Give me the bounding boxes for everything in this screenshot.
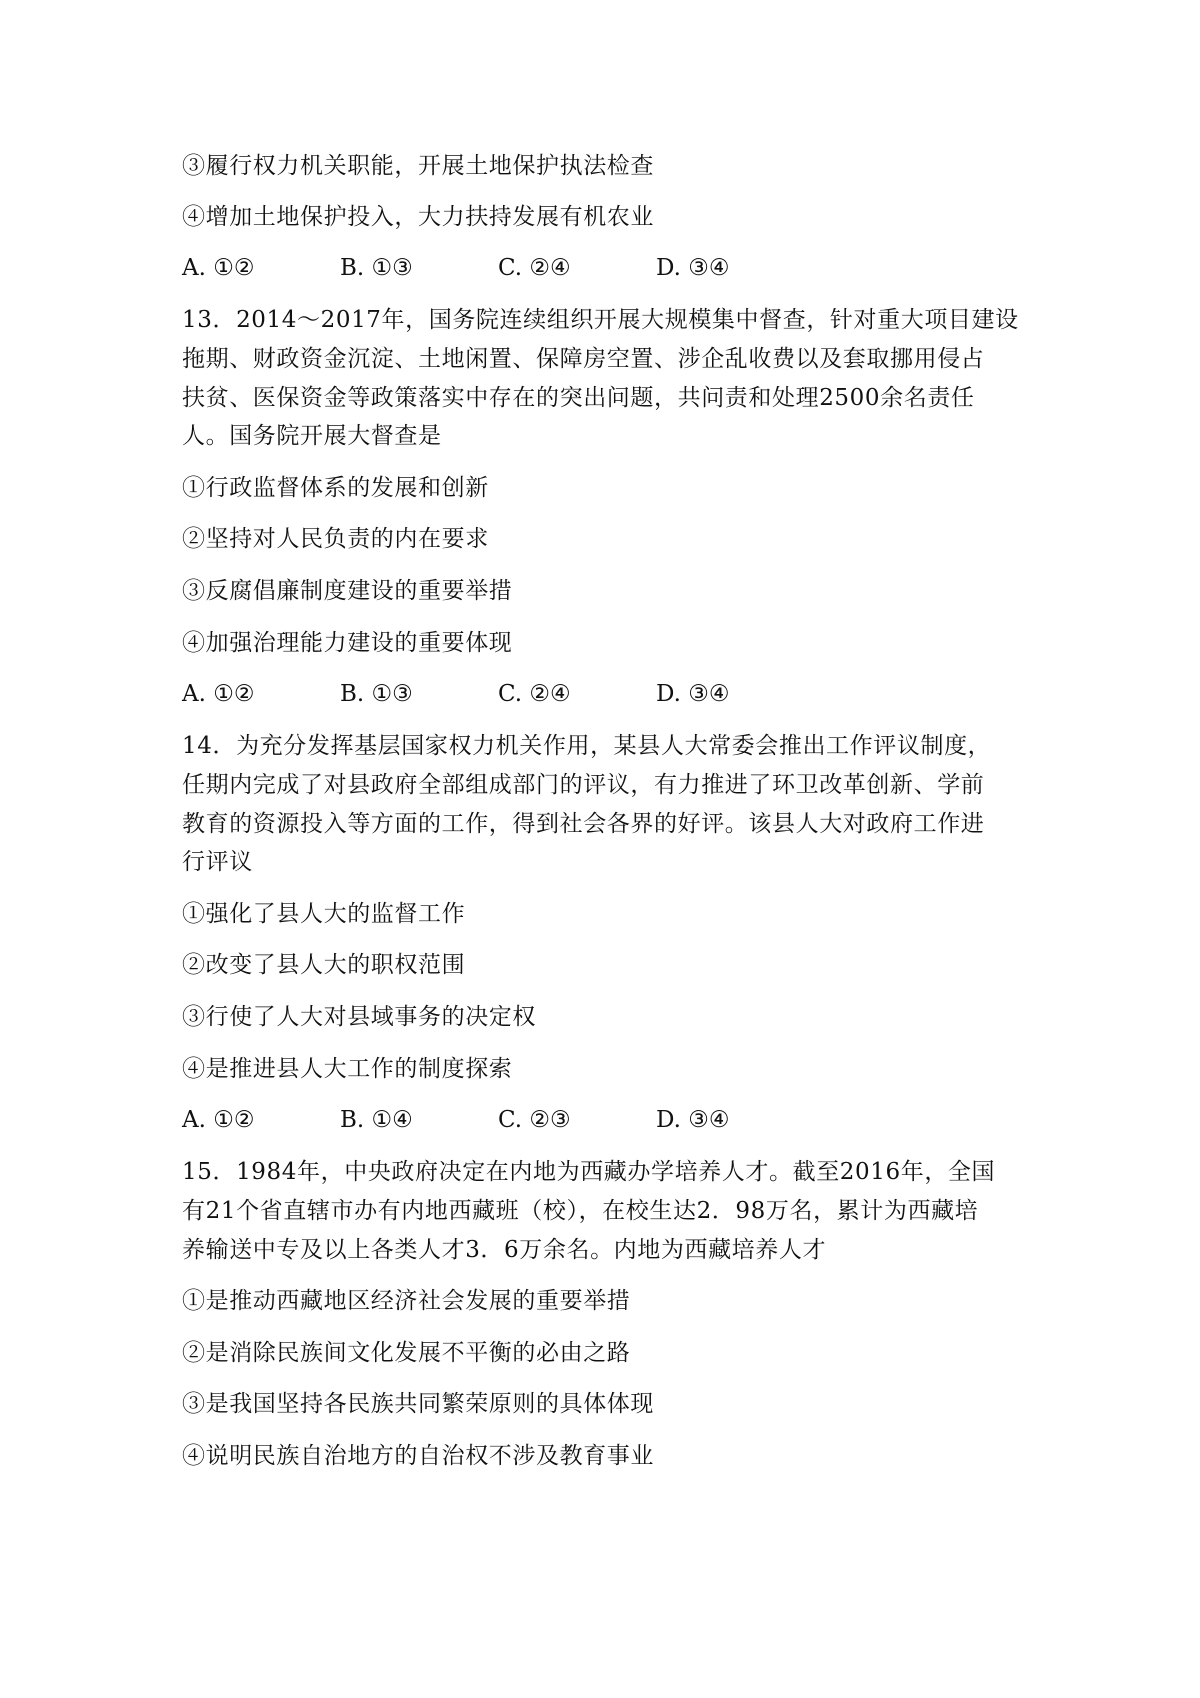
q12-option-d: D. ③④ [656, 255, 730, 281]
q14-stem-line-2: 任期内完成了对县政府全部组成部门的评议，有力推进了环卫改革创新、学前 [182, 772, 985, 798]
q14-item-3: ③行使了人大对县域事务的决定权 [182, 1004, 536, 1030]
q13-option-c: C. ②④ [498, 681, 571, 707]
q14-item-1: ①强化了县人大的监督工作 [182, 901, 466, 927]
q14-stem-line-1: 14．为充分发挥基层国家权力机关作用，某县人大常委会推出工作评议制度， [182, 733, 992, 759]
q14-item-4: ④是推进县人大工作的制度探索 [182, 1056, 513, 1082]
q14-option-b: B. ①④ [340, 1107, 413, 1133]
q13-option-a: A. ①② [182, 681, 255, 707]
q13-item-1: ①行政监督体系的发展和创新 [182, 475, 489, 501]
q13-options [182, 679, 814, 709]
q14-stem-line-3: 教育的资源投入等方面的工作，得到社会各界的好评。该县人大对政府工作进 [182, 811, 985, 837]
q13-stem-line-1: 13．2014～2017年，国务院连续组织开展大规模集中督查，针对重大项目建设 [182, 307, 1019, 333]
q14-option-d: D. ③④ [656, 1107, 730, 1133]
q13-item-2: ②坚持对人民负责的内在要求 [182, 526, 489, 552]
q12-option-b: B. ①③ [340, 255, 413, 281]
q13-option-b: B. ①③ [340, 681, 413, 707]
q15-item-4: ④说明民族自治地方的自治权不涉及教育事业 [182, 1443, 654, 1469]
q15-stem-line-1: 15．1984年，中央政府决定在内地为西藏办学培养人才。截至2016年，全国 [182, 1159, 996, 1185]
q15-stem-line-2: 有21个省直辖市办有内地西藏班（校），在校生达2．98万名，累计为西藏培 [182, 1198, 979, 1224]
q14-option-c: C. ②③ [498, 1107, 571, 1133]
q13-item-3: ③反腐倡廉制度建设的重要举措 [182, 578, 513, 604]
q12-option-a: A. ①② [182, 255, 255, 281]
q15-item-2: ②是消除民族间文化发展不平衡的必由之路 [182, 1340, 631, 1366]
q15-item-1: ①是推动西藏地区经济社会发展的重要举措 [182, 1288, 631, 1314]
q12-option-c: C. ②④ [498, 255, 571, 281]
q13-stem-line-4: 人。国务院开展大督查是 [182, 423, 442, 449]
q12-item-4: ④增加土地保护投入，大力扶持发展有机农业 [182, 204, 654, 230]
q15-stem-line-3: 养输送中专及以上各类人才3．6万余名。内地为西藏培养人才 [182, 1237, 827, 1263]
q12-item-3: ③履行权力机关职能，开展土地保护执法检查 [182, 153, 654, 179]
q13-stem-line-2: 拖期、财政资金沉淀、土地闲置、保障房空置、涉企乱收费以及套取挪用侵占 [182, 346, 985, 372]
q15-item-3: ③是我国坚持各民族共同繁荣原则的具体体现 [182, 1391, 654, 1417]
q13-item-4: ④加强治理能力建设的重要体现 [182, 630, 513, 656]
q13-stem-line-3: 扶贫、医保资金等政策落实中存在的突出问题，共问责和处理2500余名责任 [182, 385, 975, 411]
q13-option-d: D. ③④ [656, 681, 730, 707]
q14-option-a: A. ①② [182, 1107, 255, 1133]
q14-options [182, 1105, 814, 1135]
q14-stem-line-4: 行评议 [182, 849, 253, 875]
q14-item-2: ②改变了县人大的职权范围 [182, 952, 466, 978]
q12-options [182, 253, 814, 283]
